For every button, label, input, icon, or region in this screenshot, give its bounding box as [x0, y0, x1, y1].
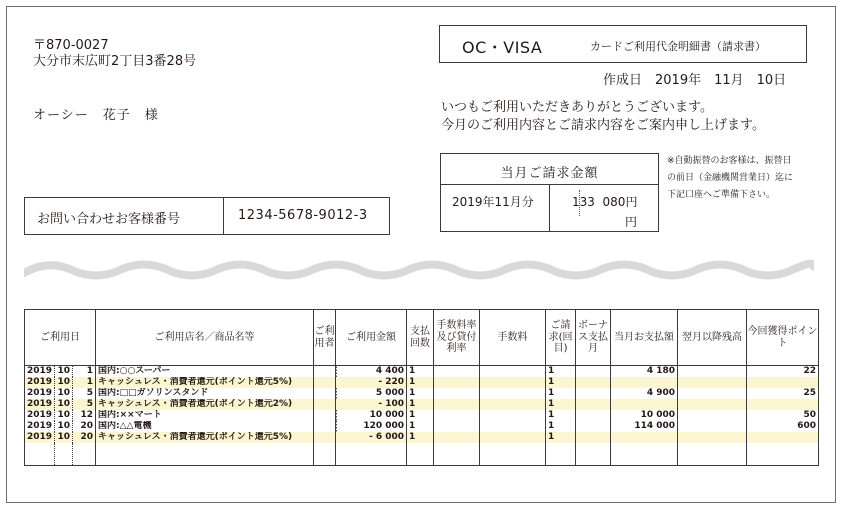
table-blank-row — [25, 443, 819, 465]
autopay-note — [667, 153, 793, 204]
cell-day: 1 — [73, 377, 96, 388]
cell-store: キャッシュレス・消費者還元(ポイント還元5%) — [96, 432, 314, 443]
card-brand: OC・VISA — [462, 38, 543, 57]
cell-empty — [576, 377, 611, 388]
billing-amount: 133 080円 — [572, 195, 638, 209]
autopay-note-line: 下記口座へご準備下さい。 — [667, 190, 776, 200]
cell-installments: 1 — [407, 388, 434, 399]
header-amount: ご利用金額 — [336, 310, 407, 366]
cell-month: 10 — [55, 410, 73, 421]
cell-billing-count: 1 — [546, 410, 576, 421]
header-date: ご利用日 — [25, 310, 96, 366]
cell-empty — [314, 443, 336, 465]
greeting-line-2: 今月のご利用内容とご請求内容をご案内申し上げます。 — [441, 118, 765, 133]
cell-installments: 1 — [407, 377, 434, 388]
cell-day: 5 — [73, 399, 96, 410]
cell-empty — [480, 377, 546, 388]
greeting-line-1: いつもご利用いただきありがとうございます。 — [441, 100, 713, 115]
cell-empty — [73, 443, 96, 465]
header-billing-count: ご請求(回目) — [546, 310, 576, 366]
cell-empty — [336, 443, 407, 465]
cell-empty — [576, 366, 611, 378]
cell-empty — [480, 388, 546, 399]
customer-number-divider — [223, 197, 224, 235]
cell-year: 2019 — [25, 399, 55, 410]
cell-year: 2019 — [25, 388, 55, 399]
cell-empty — [678, 432, 747, 443]
cell-store: 国内:□□ガソリンスタンド — [96, 388, 314, 399]
cell-billing-count: 1 — [546, 366, 576, 378]
cell-billing-count: 1 — [546, 388, 576, 399]
cell-empty — [546, 443, 576, 465]
header-installments: 支払回数 — [407, 310, 434, 366]
table-row — [25, 410, 819, 421]
cell-empty — [434, 421, 480, 432]
header-payment: 当月お支払額 — [611, 310, 678, 366]
table-row — [25, 421, 819, 432]
cell-empty — [314, 366, 336, 378]
cell-points — [747, 432, 819, 443]
cell-installments: 1 — [407, 421, 434, 432]
cell-empty — [611, 443, 678, 465]
cell-empty — [480, 421, 546, 432]
cell-empty — [96, 443, 314, 465]
cell-empty — [55, 443, 73, 465]
cell-installments: 1 — [407, 432, 434, 443]
cell-empty — [576, 388, 611, 399]
cell-year: 2019 — [25, 366, 55, 378]
cell-empty — [480, 443, 546, 465]
table-row — [25, 388, 819, 399]
cell-empty — [576, 432, 611, 443]
cell-empty — [678, 388, 747, 399]
table-header-row — [25, 310, 819, 366]
created-date: 作成日 2019年 11月 10日 — [603, 73, 787, 88]
cell-month: 10 — [55, 388, 73, 399]
cell-empty — [678, 366, 747, 378]
cell-points — [747, 377, 819, 388]
transaction-table — [24, 309, 819, 466]
table-row — [25, 377, 819, 388]
cell-installments: 1 — [407, 399, 434, 410]
cell-month: 10 — [55, 421, 73, 432]
cell-empty — [434, 388, 480, 399]
cell-day: 1 — [73, 366, 96, 378]
cell-empty — [480, 399, 546, 410]
cell-payment: 4 180 — [611, 366, 678, 378]
cell-payment: 114 000 — [611, 421, 678, 432]
cell-amount: 4 400 — [336, 366, 407, 378]
cell-billing-count: 1 — [546, 421, 576, 432]
cell-billing-count: 1 — [546, 399, 576, 410]
table-row — [25, 399, 819, 410]
customer-number: 1234-5678-9012-3 — [238, 208, 368, 223]
cell-store: キャッシュレス・消費者還元(ポイント還元2%) — [96, 399, 314, 410]
cell-year: 2019 — [25, 421, 55, 432]
cell-points: 600 — [747, 421, 819, 432]
cell-store: 国内:△△電機 — [96, 421, 314, 432]
cell-month: 10 — [55, 366, 73, 378]
cell-empty — [480, 410, 546, 421]
cell-payment — [611, 377, 678, 388]
cell-empty — [434, 399, 480, 410]
cell-month: 10 — [55, 432, 73, 443]
cell-installments: 1 — [407, 366, 434, 378]
cell-empty — [576, 443, 611, 465]
header-points: 今回獲得ポイント — [747, 310, 819, 366]
customer-number-label: お問い合わせお客様番号 — [37, 212, 181, 227]
perforation-wave — [24, 255, 814, 285]
billing-month: 2019年11月分 — [452, 195, 534, 209]
cell-empty — [480, 366, 546, 378]
cell-store: キャッシュレス・消費者還元(ポイント還元5%) — [96, 377, 314, 388]
cell-amount: 5 000 — [336, 388, 407, 399]
cell-empty — [747, 443, 819, 465]
cell-day: 20 — [73, 421, 96, 432]
cell-day: 20 — [73, 432, 96, 443]
header-fee-rate: 手数料率及び貸付利率 — [434, 310, 480, 366]
cell-empty — [314, 377, 336, 388]
cell-empty — [314, 388, 336, 399]
cell-billing-count: 1 — [546, 432, 576, 443]
cell-payment — [611, 432, 678, 443]
cell-empty — [434, 366, 480, 378]
header-store: ご利用店名／商品名等 — [96, 310, 314, 366]
cell-points — [747, 399, 819, 410]
cell-empty — [434, 410, 480, 421]
cell-empty — [678, 443, 747, 465]
cell-payment: 10 000 — [611, 410, 678, 421]
cell-amount: - 100 — [336, 399, 407, 410]
cell-amount: 120 000 — [336, 421, 407, 432]
header-bonus-month: ボーナス支払月 — [576, 310, 611, 366]
cell-empty — [25, 443, 55, 465]
cell-year: 2019 — [25, 410, 55, 421]
cell-empty — [678, 410, 747, 421]
table-row — [25, 432, 819, 443]
cell-store: 国内:××マート — [96, 410, 314, 421]
cell-payment — [611, 399, 678, 410]
recipient-address: 大分市末広町2丁目3番28号 — [33, 54, 197, 69]
cell-empty — [314, 421, 336, 432]
cell-empty — [407, 443, 434, 465]
document-title: カードご利用代金明細書（請求書） — [590, 40, 766, 53]
cell-year: 2019 — [25, 432, 55, 443]
cell-empty — [576, 421, 611, 432]
cell-amount: 10 000 — [336, 410, 407, 421]
cell-empty — [434, 432, 480, 443]
cell-empty — [678, 399, 747, 410]
cell-points: 22 — [747, 366, 819, 378]
cell-empty — [434, 443, 480, 465]
cell-payment: 4 900 — [611, 388, 678, 399]
cell-empty — [314, 399, 336, 410]
billing-column-divider — [549, 184, 550, 232]
cell-empty — [576, 399, 611, 410]
cell-empty — [434, 377, 480, 388]
cell-installments: 1 — [407, 410, 434, 421]
cell-amount: - 6 000 — [336, 432, 407, 443]
billing-heading: 当月ご請求金額 — [500, 166, 599, 181]
cell-day: 12 — [73, 410, 96, 421]
cell-points: 25 — [747, 388, 819, 399]
billing-yen-unit: 円 — [625, 215, 638, 229]
cell-amount: - 220 — [336, 377, 407, 388]
cell-empty — [314, 410, 336, 421]
cell-empty — [314, 432, 336, 443]
postal-code: 〒870-0027 — [33, 38, 109, 53]
header-fee: 手数料 — [480, 310, 546, 366]
cell-store: 国内:○○スーパー — [96, 366, 314, 378]
cell-empty — [480, 432, 546, 443]
table-row — [25, 366, 819, 378]
cell-day: 5 — [73, 388, 96, 399]
autopay-note-line: ※自動振替のお客様は、振替日 — [667, 156, 792, 166]
cell-points: 50 — [747, 410, 819, 421]
cell-empty — [576, 410, 611, 421]
cell-empty — [678, 377, 747, 388]
cell-billing-count: 1 — [546, 377, 576, 388]
header-user: ご利用者 — [314, 310, 336, 366]
cell-month: 10 — [55, 399, 73, 410]
transaction-rows — [25, 366, 819, 466]
recipient-name: オーシー 花子 様 — [33, 108, 159, 123]
cell-month: 10 — [55, 377, 73, 388]
cell-year: 2019 — [25, 377, 55, 388]
cell-empty — [678, 421, 747, 432]
autopay-note-line: の前日（金融機関営業日）迄に — [667, 173, 794, 183]
header-balance: 翌月以降残高 — [678, 310, 747, 366]
